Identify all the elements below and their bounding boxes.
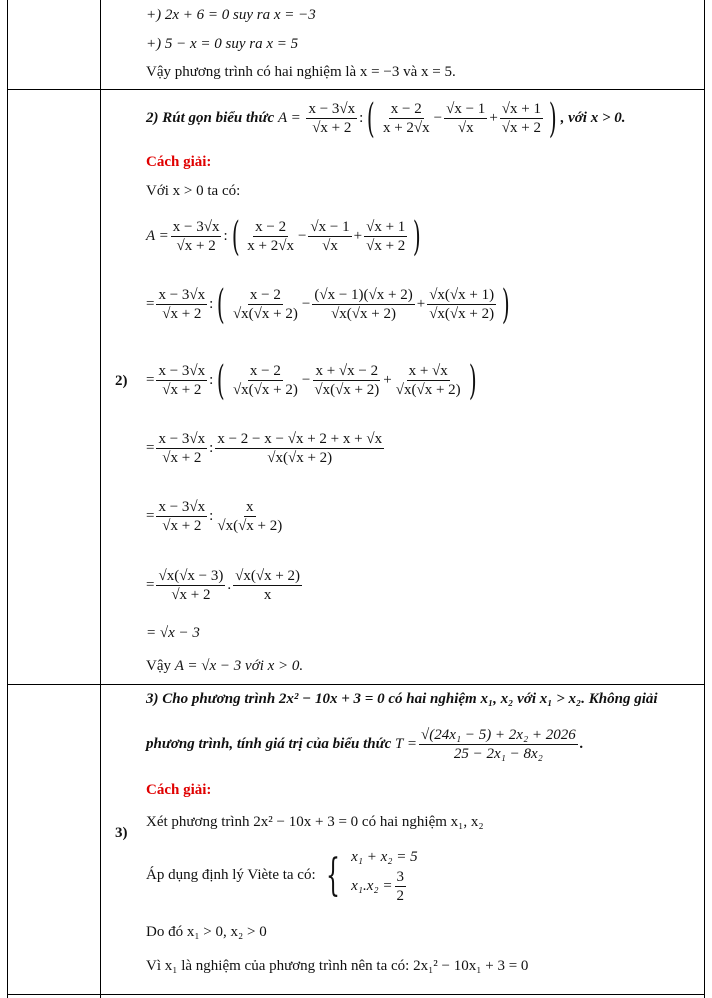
part2-condition: x > 0.	[590, 110, 626, 126]
fraction: $\frac{√x(√x - 3)}{√x + 2}$	[158, 568, 224, 604]
table-border-left	[7, 0, 8, 998]
part3-viete: Áp dụng định lý Viète ta có: { x₁ + x₂ = 5 x₁.x₂ = $\frac{3}{2}$	[146, 846, 418, 905]
fraction: $\frac{x + √x - 2}{√x(√x + 2)}$	[314, 363, 380, 399]
math-A: A =	[277, 110, 301, 126]
fraction: $\frac{√x(√x + 2)}{x}$	[235, 568, 301, 604]
step-1: A = $\frac{x - 3√x}{√x + 2}$ :( $\frac{x - 2}{x + 2√x}$ − $\frac{√x - 1}{√x}$ + $\frac{√x + 1}{√x + 2}$ )	[146, 213, 422, 260]
fraction: $\frac{x - 3√x}{√x + 2}$	[308, 101, 356, 137]
row-divider-2	[7, 684, 705, 685]
fraction: $\frac{√x + 1}{√x + 2}$	[501, 101, 541, 137]
fraction: $\frac{3}{2}$	[396, 869, 405, 904]
fraction: $\frac{x - 2}{√x(√x + 2)}$	[232, 287, 298, 323]
fraction: $\frac{x - 3√x}{√x + 2}$	[158, 499, 206, 535]
part3-step-4: Vì x₁ là nghiệm của phương trình nên ta có: 2x₁² − 10x₁ + 3 = 0	[146, 958, 529, 974]
part2-conclusion: Vậy A = √x − 3 với x > 0.	[146, 658, 304, 674]
fraction: $\frac{x}{√x(√x + 2)}$	[217, 499, 283, 535]
step-2: = $\frac{x - 3√x}{√x + 2}$ :( $\frac{x - 2}{√x(√x + 2)}$ − $\frac{(√x - 1)(√x + 2)}{√x(√x + 2)}$ + $\frac{√x(√x + 1)}{√x(√x + 2)}$ )	[146, 281, 510, 328]
part3-step-1: Xét phương trình 2x² − 10x + 3 = 0 có hai nghiệm x₁, x₂	[146, 814, 484, 830]
fraction: $\frac{√x(√x + 1)}{√x(√x + 2)}$	[429, 287, 495, 323]
table-column-divider	[100, 0, 101, 998]
part3-solution-header: Cách giải:	[146, 782, 212, 798]
step-3: = $\frac{x - 3√x}{√x + 2}$ :( $\frac{x - 2}{√x(√x + 2)}$ − $\frac{x + √x - 2}{√x(√x + 2)}$ + $\frac{x + √x}{√x(√x + 2)}$ )	[146, 357, 477, 404]
step-result: = √x − 3	[146, 625, 200, 641]
viete-product: x₁.x₂ = $\frac{3}{2}$	[351, 869, 405, 904]
top-line-1: +) 2x + 6 = 0 suy ra x = −3	[146, 7, 316, 23]
fraction: $\frac{x - 2}{√x(√x + 2)}$	[232, 363, 298, 399]
row-divider-1	[7, 89, 705, 90]
fraction: $\frac{x - 3√x}{√x + 2}$	[158, 431, 206, 467]
fraction: $\frac{√x + 1}{√x + 2}$	[366, 219, 406, 255]
fraction: $\frac{x - 2}{x + 2√x}$	[247, 219, 294, 255]
part2-intro: Với x > 0 ta có:	[146, 183, 241, 199]
fraction: $\frac{x - 3√x}{√x + 2}$	[158, 363, 206, 399]
part2-problem: 2) Rút gọn biểu thức A = $\frac{x - 3√x}{√x + 2}$ :( $\frac{x - 2}{x + 2√x}$ − $\frac{√x - 1}{√x}$ + $\frac{√x + 1}{√x + 2}$ ) , với x > 0.	[146, 95, 626, 142]
fraction: $\frac{\text{√(24x₁ − 5) + 2x₂ + 2026}}{\text{25 − 2x₁ − 8x₂}}$	[420, 727, 576, 763]
top-line-3: Vậy phương trình có hai nghiệm là x = −3 và x = 5.	[146, 64, 456, 80]
part2-solution-header: Cách giải:	[146, 154, 212, 170]
part3-problem-line-1: 3) Cho phương trình 2x² − 10x + 3 = 0 có hai nghiệm x₁, x₂ với x₁ > x₂. Không giải	[146, 691, 658, 707]
top-line-2: +) 5 − x = 0 suy ra x = 5	[146, 36, 299, 52]
fraction: $\frac{x - 3√x}{√x + 2}$	[172, 219, 220, 255]
step-5: = $\frac{x - 3√x}{√x + 2}$ : $\frac{x}{√x(√x + 2)}$	[146, 499, 283, 535]
row-label-3: 3)	[115, 825, 128, 841]
row-label-2: 2)	[115, 373, 128, 389]
fraction: $\frac{x - 3√x}{√x + 2}$	[158, 287, 206, 323]
fraction: $\frac{x - 2}{x + 2√x}$	[382, 101, 430, 137]
table-border-bottom	[7, 994, 705, 995]
step-4: = $\frac{x - 3√x}{√x + 2}$ : $\frac{x - 2 - x - √x + 2 + x + √x}{√x(√x + 2)}$	[146, 431, 383, 467]
fraction: $\frac{√x - 1}{√x}$	[446, 101, 486, 137]
fraction: $\frac{(√x - 1)(√x + 2)}{√x(√x + 2)}$	[314, 287, 413, 323]
fraction: $\frac{x + √x}{√x(√x + 2)}$	[395, 363, 461, 399]
fraction: $\frac{√x - 1}{√x}$	[310, 219, 350, 255]
fraction: $\frac{x - 2 - x - √x + 2 + x + √x}{√x(√x + 2)}$	[217, 431, 383, 467]
system-brace: {	[326, 849, 341, 901]
step-6: = $\frac{√x(√x - 3)}{√x + 2}$ . $\frac{√x(√x + 2)}{x}$	[146, 568, 301, 604]
viete-sum: x₁ + x₂ = 5	[351, 849, 418, 865]
part3-problem-line-2: phương trình, tính giá trị của biểu thức T = $\frac{\text{√(24x₁ − 5) + 2x₂ + 2026}}{\text{25 − 2x₁ − 8x₂}}$ .	[146, 727, 584, 763]
part2-problem-prefix: 2) Rút gọn biểu thức	[146, 110, 275, 126]
table-border-right	[704, 0, 705, 998]
part3-step-3: Do đó x₁ > 0, x₂ > 0	[146, 924, 267, 940]
